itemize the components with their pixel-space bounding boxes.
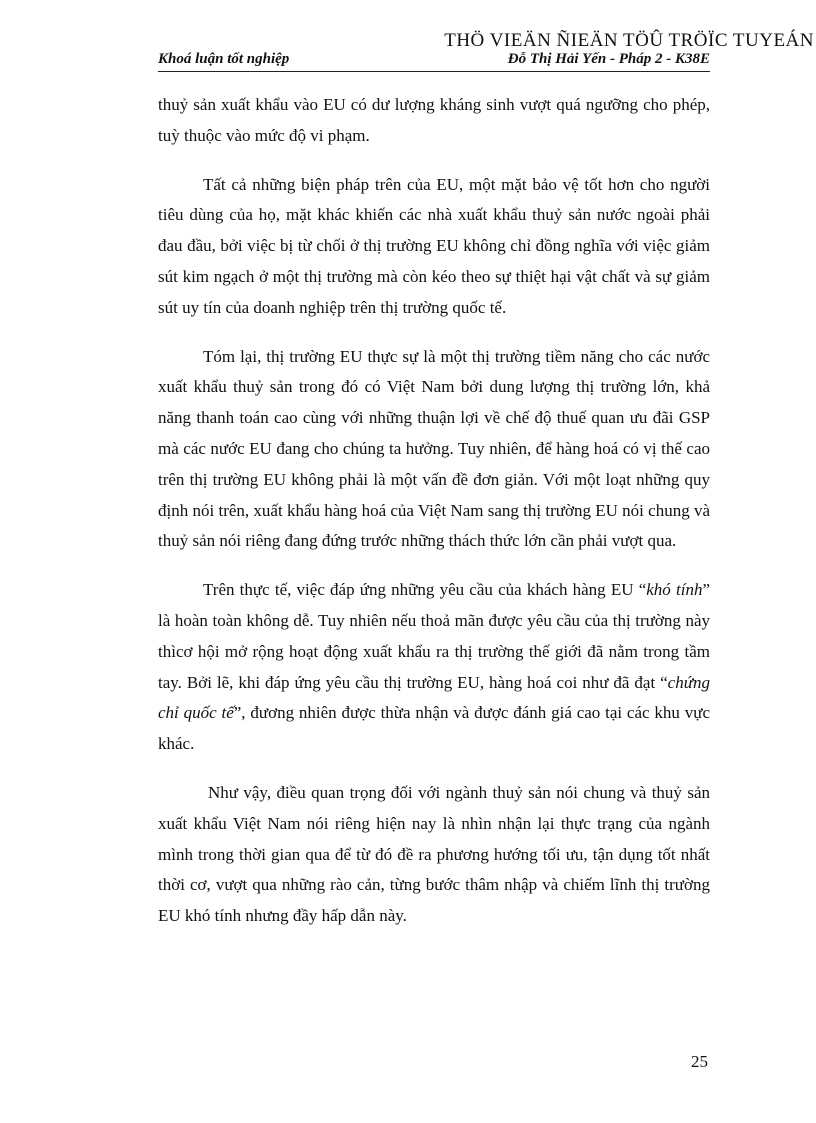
paragraph-2: Tất cả những biện pháp trên của EU, một mặt bảo vệ tốt hơn cho người tiêu dùng của họ, mặt khác khiến các nhà xuất khẩu thuỷ sản nước ngoài phải đau đầu, bởi việc bị từ chối ở thị trường EU không chỉ đồng nghĩa với việc giảm sút kim ngạch ở một thị trường mà còn kéo theo sự thiệt hại vật chất và sự giảm sút uy tín của doanh nghiệp trên thị trường quốc tế. (158, 174, 710, 317)
paragraph-4-text-c: ”, đương nhiên được thừa nhận và được đánh giá cao tại các khu vực khác. (158, 703, 710, 754)
paragraph-4-text-a: Trên thực tế, việc đáp ứng những yêu cầu của khách hàng EU “ (203, 580, 647, 600)
page-header (158, 50, 710, 72)
page-number: 25 (691, 1052, 708, 1071)
header-rule (158, 71, 710, 72)
body-text (158, 90, 710, 950)
paragraph-4-text-b: ” là hoàn toàn không dễ. Tuy nhiên nếu thoả mãn được yêu cầu của thị trường này thìcơ hội mở rộng hoạt động xuất khẩu ra thị trường thế giới đã nằm trong tầm tay. Bởi lẽ, khi đáp ứng yêu cầu thị trường EU, hàng hoá coi như đã đạt “ (158, 580, 710, 692)
emphasis-chung-chi: chứng chỉ quốc tế (158, 672, 710, 723)
header-author: Đỗ Thị Hải Yến - Pháp 2 - K38E (507, 51, 710, 67)
paragraph-4 (158, 575, 710, 760)
library-watermark: THÖ VIEÄN ÑIEÄN TÖÛ TRÖÏC TUYEÁN (444, 30, 814, 51)
paragraph-1: thuỷ sản xuất khẩu vào EU có dư lượng kháng sinh vượt quá ngưỡng cho phép, tuỳ thuộc vào mức độ vi phạm. (158, 95, 710, 145)
paragraph-5: Như vậy, điều quan trọng đối với ngành thuỷ sản nói chung và thuỷ sản xuất khẩu Việt Nam nói riêng hiện nay là nhìn nhận lại thực trạng của ngành mình trong thời gian qua để từ đó đề ra phương hướng tối ưu, tận dụng tốt nhất thời cơ, vượt qua những rào cản, từng bước thâm nhập và chiếm lĩnh thị trường EU khó tính nhưng đầy hấp dẫn này. (158, 782, 710, 926)
paragraph-3: Tóm lại, thị trường EU thực sự là một thị trường tiềm năng cho các nước xuất khẩu thuỷ sản trong đó có Việt Nam bởi dung lượng thị trường lớn, khả năng thanh toán cao cùng với những thuận lợi về chế độ thuế quan ưu đãi GSP mà các nước EU đang cho chúng ta hưởng. Tuy nhiên, để hàng hoá có vị thế cao trên thị trường EU không phải là một vấn đề đơn giản. Với một loạt những quy định nói trên, xuất khẩu hàng hoá của Việt Nam sang thị trường EU nói chung và thuỷ sản nói riêng đang đứng trước những thách thức lớn cần phải vượt qua. (158, 346, 710, 551)
header-thesis-label: Khoá luận tốt nghiệp (158, 51, 290, 67)
emphasis-kho-tinh: khó tính (646, 580, 703, 600)
